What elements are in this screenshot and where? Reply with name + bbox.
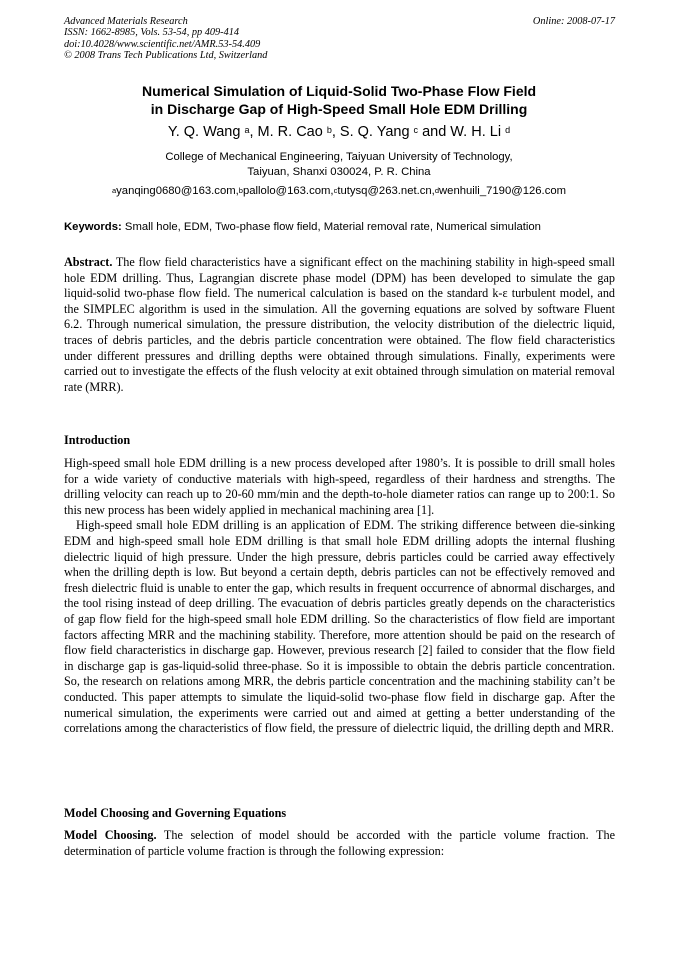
model-choosing-paragraph xyxy=(64,828,615,859)
intro-paragraph-2: High-speed small hole EDM drilling is an application of EDM. The striking difference between die-sinking EDM and high-speed small hole EDM drilling is that small hole EDM drilling adopts the internal flushing dielectric liquid of high pressure. Under the high pressure, debris particles could be carried away effectively when the drilling depth is low. But beyond a certain depth, debris particles can not be effectively removed and fresh dielectric fluid is unable to enter the gap, which results in frequent occurrence of abnormal discharges, and the tool rising instead of deep drilling. The evacuation of debris particles greatly depends on the characteristics of gap flow field for the high-speed small hole EDM drilling. So the characteristics of flow field are important factors affecting MRR and the machining stability. Therefore, more attention should be paid on the research of flow field characteristics in discharge gap. However, previous research [2] failed to consider that the flow field in discharge gap is gas-liquid-solid three-phase. So it is impossible to obtain the debris particle concentration. So, the research on relations among MRR, the debris particle concentration and the machining stability can’t be conducted. This paper attempts to simulate the liquid-solid two-phase flow field in discharge gap. After the numerical simulation, the experiments were carried out and aimed at getting a better understanding of the correlations among the characteristics of flow field, the pressure of dielectric liquid, the drilling depth and MRR. xyxy=(64,518,615,736)
intro-paragraph-1: High-speed small hole EDM drilling is a new process developed after 1980’s. It is possible to drill small holes for a wide variety of conductive materials with high-speed, regardless of their hardness and strengths. The drilling velocity can reach up to 20-60 mm/min and the depth-to-hole diameter ratios can range up to 200:1. So this new process has been widely applied in mechanical machining area [1]. xyxy=(64,456,615,517)
online-date: Online: 2008-07-17 xyxy=(532,16,615,27)
author-list: Y. Q. Wang $^a$, M. R. Cao $^b$, S. Q. Yang $^c$ and W. H. Li $^d$ xyxy=(167,124,511,140)
email-list xyxy=(30,184,648,199)
email-mark: d xyxy=(434,186,439,195)
introduction-body xyxy=(64,456,615,737)
journal-name: Advanced Materials Research xyxy=(64,16,188,27)
author-name: Y. Q. Wang xyxy=(167,124,241,140)
doi-line[interactable]: doi:10.4028/www.scientific.net/AMR.53-54.409 xyxy=(64,38,261,50)
affiliation-line-2: Taiyuan, Shanxi 030024, P. R. China xyxy=(247,166,431,178)
email-address[interactable]: pallolo@163.com, xyxy=(242,185,334,197)
author-mark: b xyxy=(326,125,332,135)
email-mark: c xyxy=(333,186,338,195)
author-mark: d xyxy=(505,125,511,135)
email-address[interactable]: wenhuili_7190@126.com xyxy=(439,185,567,197)
abstract xyxy=(64,255,615,395)
title-line-2: in Discharge Gap of High-Speed Small Hole EDM Drilling xyxy=(150,101,528,117)
section-heading-model: Model Choosing and Governing Equations xyxy=(64,806,287,820)
author-mark: c xyxy=(413,125,419,135)
keywords-text: Small hole, EDM, Two-phase flow field, Material removal rate, Numerical simulation xyxy=(124,221,541,233)
author-name: S. Q. Yang xyxy=(339,124,410,140)
model-choosing-label: Model Choosing. xyxy=(64,828,157,842)
model-choosing-text: The selection of model should be accorded with the particle volume fraction. The determination of particle volume fraction is through the following expression: xyxy=(64,828,615,858)
email-mark: a xyxy=(111,186,117,195)
issn-line: ISSN: 1662-8985, Vols. 53-54, pp 409-414 xyxy=(64,27,240,39)
paper-title xyxy=(30,82,648,118)
abstract-text: The flow field characteristics have a significant effect on the machining stability in high-speed small hole EDM drilling. Thus, Lagrangian discrete phase model (DPM) has been developed to simulate the gap liquid-solid two-phase flow field. The numerical calculation is based on the standard k-ε turbulent model, and the SIMPLEC algorithm is used in the simulation. All the governing equations are solved by software Fluent 6.2. Through numerical simulation, the pressure distribution, the velocity distribution of the dielectric liquid, traces of debris particles, and the debris particle concentration were obtained. The flow field characteristics under different pressures and drilling depths were obtained through simulations. Finally, experiments were carried out to investigate the effects of the flush velocity at exit obtained through simulation on material removal rate (MRR). xyxy=(64,255,616,394)
keywords xyxy=(64,220,615,235)
email-address[interactable]: yanqing0680@163.com, xyxy=(116,185,239,197)
email-mark: b xyxy=(238,186,243,195)
author-name: W. H. Li xyxy=(450,124,502,140)
author-name: M. R. Cao xyxy=(257,124,323,140)
section-heading-introduction: Introduction xyxy=(64,433,131,447)
email-address[interactable]: tutysq@263.net.cn, xyxy=(337,185,435,197)
affiliation xyxy=(30,150,648,180)
journal-header xyxy=(64,16,615,62)
author-mark: a xyxy=(244,125,250,135)
title-line-1: Numerical Simulation of Liquid-Solid Two-Phase Flow Field xyxy=(141,83,537,99)
abstract-label: Abstract. xyxy=(64,255,113,269)
affiliation-line-1: College of Mechanical Engineering, Taiyuan University of Technology, xyxy=(165,151,513,163)
keywords-label: Keywords: xyxy=(64,221,122,233)
copyright-line: © 2008 Trans Tech Publications Ltd, Switzerland xyxy=(64,50,268,62)
